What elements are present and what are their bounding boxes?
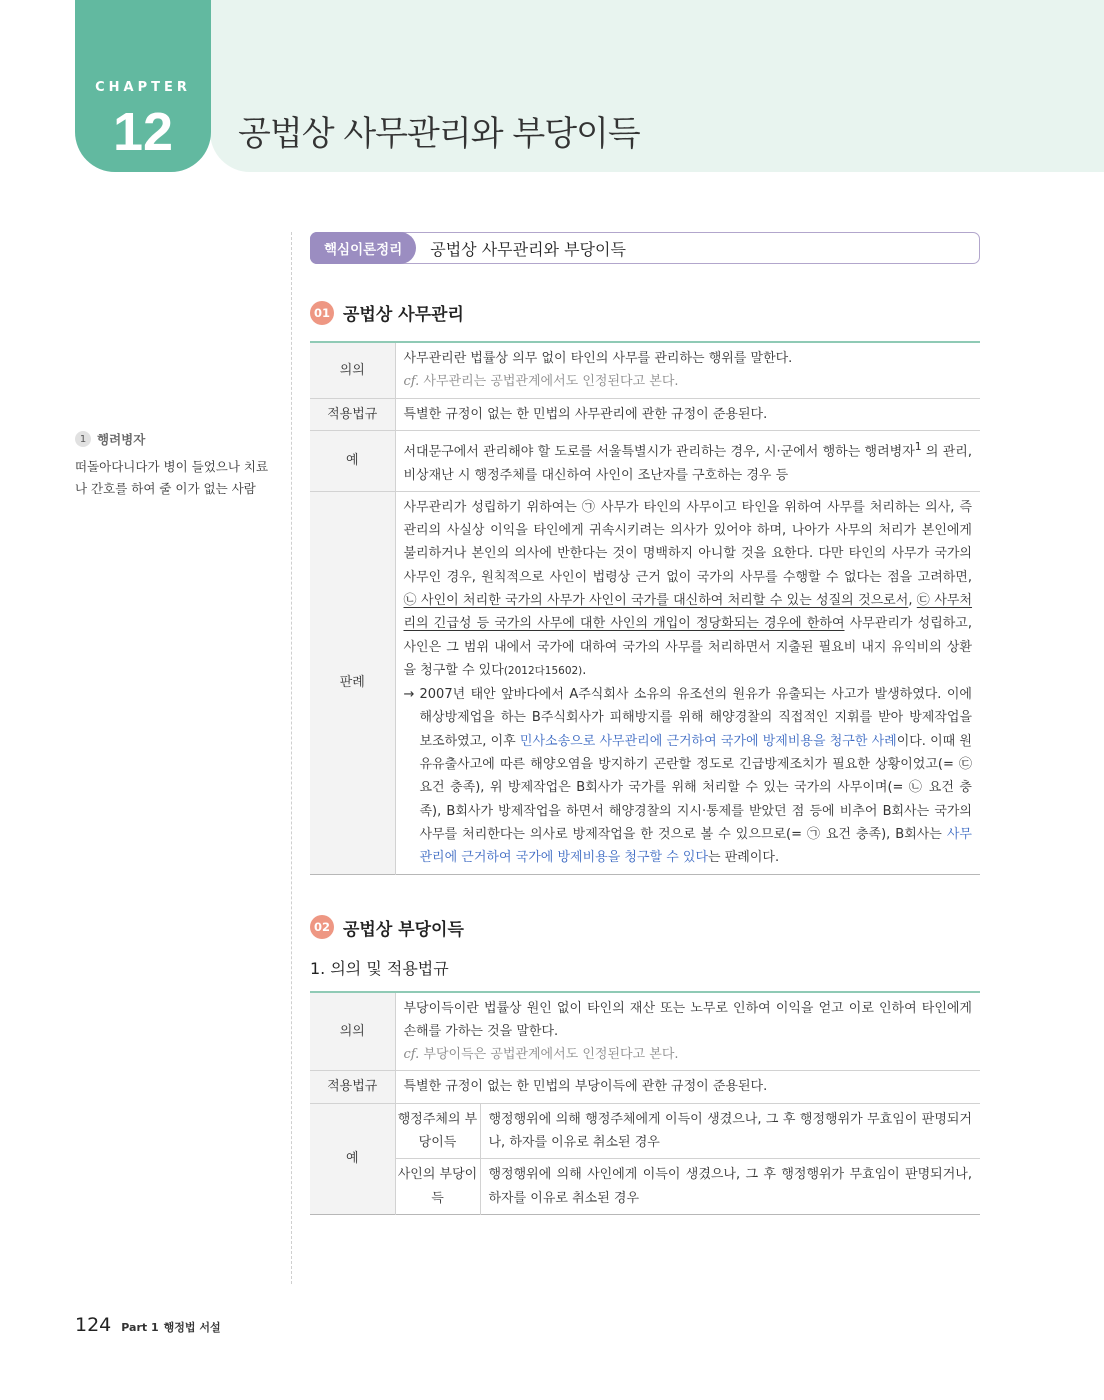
- case-text: 사무관리가 성립하기 위하여는 ㉠ 사무가 타인의 사무이고 타인을 위하여 사무를 처리하는 의사, 즉 관리의 사실상 이익을 타인에게 귀속시키려는 의사가 있어야 하며, 나아가 사무의 처리가 본인에게 불리하거나 본인의 의사에 반한다는 것이 명백하지 아니할 것을 요한다. 다만 타인의 사무가 국가의 사무인 경우, 원칙적으로 사인이 법령상 근거 없이 국가의 사무를 수행할 수 없다는 점을 고려하면,: [403, 499, 972, 585]
- cf-mark: cf.: [403, 1047, 420, 1063]
- case-underlined-text: ㉡ 사인이 처리한 국가의 사무가 사인이 국가를 대신하여 처리할 수 있는 성질의 것으로서: [403, 593, 909, 608]
- row-content: [395, 430, 980, 491]
- example-text: 서대문구에서 관리해야 할 도로를 서울특별시가 관리하는 경우, 시·군에서 행하는 행려병자: [403, 444, 915, 460]
- core-theory-title: 공법상 사무관리와 부당이득: [430, 239, 626, 259]
- table-row-example-private: [310, 1159, 980, 1215]
- row-label: 적용법규: [310, 398, 395, 430]
- page-footer: [75, 1314, 221, 1336]
- subheading: 1. 의의 및 적용법규: [310, 958, 449, 978]
- meaning-text: 사무관리란 법률상 의무 없이 타인의 사무를 관리하는 행위를 말한다.: [403, 351, 793, 366]
- case-example-paragraph: [404, 683, 973, 869]
- part-label: Part 1: [121, 1321, 159, 1334]
- section-title: 공법상 사무관리: [343, 305, 464, 325]
- sub-row-content: 행정행위에 의해 행정주체에게 이득이 생겼으나, 그 후 행정행위가 무효임이 판명되거나, 하자를 이유로 취소된 경우: [480, 1103, 980, 1159]
- row-label: 적용법규: [310, 1071, 395, 1103]
- row-label: 의의: [310, 342, 395, 398]
- row-content: 특별한 규정이 없는 한 민법의 부당이득에 관한 규정이 준용된다.: [395, 1071, 980, 1103]
- section-number-badge: 01: [310, 301, 334, 325]
- case-text: 는 판례이다.: [708, 850, 780, 866]
- case-paragraph: [404, 496, 973, 683]
- sub-row-label: 행정주체의 부당이득: [395, 1103, 480, 1159]
- row-content: [395, 992, 980, 1071]
- row-label: 판례: [310, 491, 395, 874]
- sidenote-number: 1: [75, 431, 91, 447]
- section-heading-2: [310, 915, 980, 940]
- row-content: 특별한 규정이 없는 한 민법의 사무관리에 관한 규정이 준용된다.: [395, 398, 980, 430]
- column-divider: [291, 232, 292, 1284]
- core-theory-box: [310, 232, 980, 264]
- table-row-example: [310, 430, 980, 491]
- table-row-case: [310, 491, 980, 874]
- table-row-meaning: [310, 992, 980, 1071]
- sidenote-heading: [75, 430, 280, 448]
- cf-text: 부당이득은 공법관계에서도 인정된다고 본다.: [419, 1047, 679, 1063]
- case-text: 이다. 이때 원유유출사고에 따른 해양오염을 방지하기 곤란할 정도로 긴급방제조치가 필요한 상황이었고(= ㉢ 요건 충족), 위 방제작업은 B회사가 국가를 위해 처리할 수 있는 국가의 사무이며(= ㉡ 요건 충족), B회사가 방제작업을 하면서 해양경찰의 지시·통제를 받았던 점 등에 비추어 B회사는 국가의 사무를 처리한다는 의사로 방제작업을 한 것으로 볼 수 있으므로(= ㉠ 요건 충족), B회사는: [419, 733, 972, 842]
- core-theory-tag: 핵심이론정리: [310, 232, 416, 264]
- case-text: .: [582, 662, 587, 678]
- cf-mark: cf.: [403, 374, 420, 390]
- sidenote: [75, 430, 280, 500]
- sidenote-term: 행려병자: [97, 432, 146, 447]
- case-example-text: [420, 683, 973, 869]
- chapter-title: 공법상 사무관리와 부당이득: [238, 114, 640, 154]
- chapter-label: CHAPTER: [95, 80, 191, 95]
- part-title: 행정법 서설: [163, 1321, 221, 1334]
- example-text-cont: 의 관리, 비상재난 시 행정주체를 대신하여 사인이 조난자를 구호하는 경우 등: [403, 444, 972, 483]
- row-label: 예: [310, 430, 395, 491]
- row-label: 예: [310, 1103, 395, 1214]
- section-title: 공법상 부당이득: [343, 919, 464, 940]
- table-row-example-admin: [310, 1103, 980, 1159]
- row-label: 의의: [310, 992, 395, 1071]
- chapter-badge: [75, 0, 211, 172]
- main-content: [310, 232, 980, 1215]
- case-text: 사무관리가 성립하고, 사인은 그 범위 내에서 국가에 대하여 국가의 사무를 처리하면서 지출된 필요비 내지 유익비의 상환을 청구할 수 있다: [403, 616, 972, 678]
- case-highlight-text: 민사소송으로 사무관리에 근거하여 국가에 방제비용을 청구한 사례: [519, 733, 897, 749]
- row-content: [395, 342, 980, 398]
- case-highlight-text: 사무관리에 근거하여 국가에 방제비용을 청구할 수 있다: [419, 826, 972, 866]
- case-text: 2007년 태안 앞바다에서 A주식회사 소유의 유조선의 원유가 유출되는 사고가 발생하였다. 이에 해상방제업을 하는 B주식회사가 피해방지를 위해 해양경찰의 직접적인 지휘를 받아 방제작업을 보조하였고, 이후: [419, 687, 972, 749]
- sidenote-definition: 떠돌아다니다가 병이 들었으나 치료나 간호를 하여 줄 이가 없는 사람: [75, 459, 269, 496]
- table-row-law: [310, 1071, 980, 1103]
- case-text: ,: [908, 593, 917, 608]
- arrow-icon: →: [403, 687, 415, 703]
- table-row-meaning: [310, 342, 980, 398]
- case-reference: (2012다15602): [503, 664, 583, 677]
- footnote-marker[interactable]: 1: [914, 439, 922, 453]
- chapter-number: 12: [112, 102, 174, 162]
- cf-text: 사무관리는 공법관계에서도 인정된다고 본다.: [419, 374, 679, 390]
- section-number-badge: 02: [310, 915, 334, 939]
- sub-row-label: 사인의 부당이득: [395, 1159, 480, 1215]
- admin-management-table: [310, 341, 980, 875]
- meaning-text: 부당이득이란 법률상 원인 없이 타인의 재산 또는 노무로 인하여 이익을 얻고 이로 인하여 타인에게 손해를 가하는 것을 말한다.: [403, 1000, 972, 1039]
- section-heading-1: [310, 300, 980, 325]
- cf-note: [404, 1043, 973, 1066]
- table-row-law: [310, 398, 980, 430]
- page-number: 124: [75, 1314, 112, 1336]
- case-underlined-text: ㉢ 사무처리의 긴급성 등 국가의 사무에 대한 사인의 개입이 정당화되는 경우에 한하여: [403, 593, 973, 632]
- sub-row-content: 행정행위에 의해 사인에게 이득이 생겼으나, 그 후 행정행위가 무효임이 판명되거나, 하자를 이유로 취소된 경우: [480, 1159, 980, 1215]
- row-content: [395, 491, 980, 874]
- unjust-enrichment-table: [310, 991, 980, 1215]
- cf-note: [404, 370, 973, 393]
